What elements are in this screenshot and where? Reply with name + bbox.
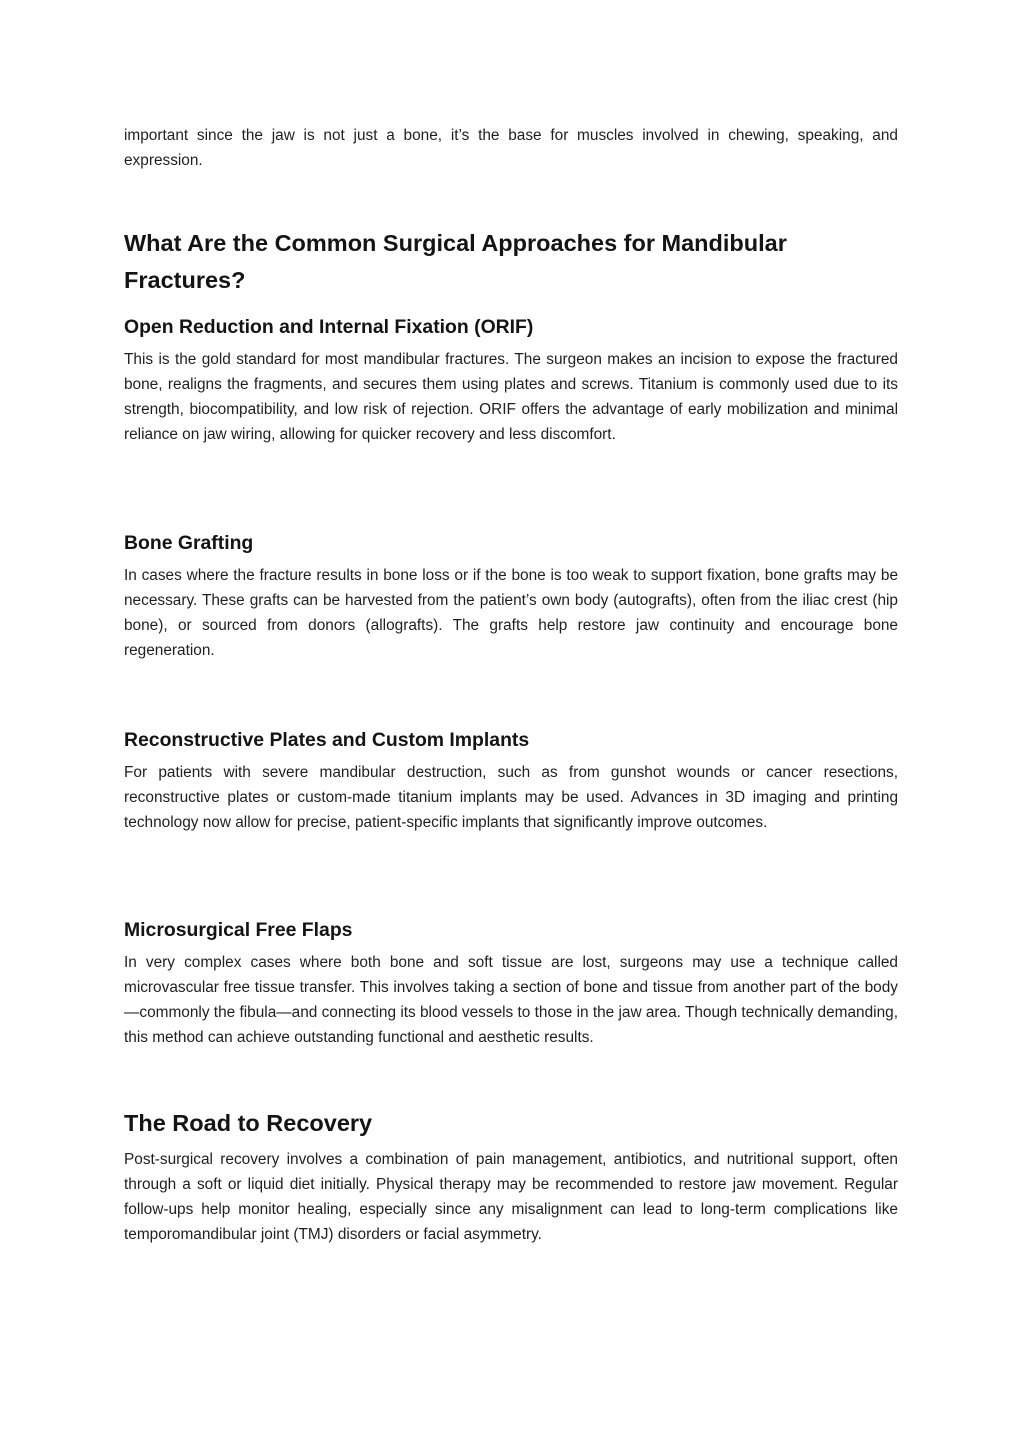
subheading-orif: Open Reduction and Internal Fixation (ORIF) (124, 316, 534, 338)
intro-paragraph: important since the jaw is not just a bone, it’s the base for muscles involved in chewing, speaking, and expression. (124, 127, 898, 169)
bone-grafting-subsection (124, 530, 898, 663)
subheading-bone-grafting: Bone Grafting (124, 532, 254, 554)
reconstructive-paragraph: For patients with severe mandibular destruction, such as from gunshot wounds or cancer resections, reconstructive plates or custom-made titanium implants may be used. Advances in 3D imaging and printing technology now allow for precise, patient-specific implants that significantly improve outcomes. (124, 764, 898, 831)
recovery-paragraph: Post-surgical recovery involves a combination of pain management, antibiotics, and nutritional support, often through a soft or liquid diet initially. Physical therapy may be recommended to restore jaw movement. Regular follow-ups help monitor healing, especially since any misalignment can lead to long-term complications like temporomandibular joint (TMJ) disorders or facial asymmetry. (124, 1151, 898, 1243)
subheading-free-flaps: Microsurgical Free Flaps (124, 919, 353, 941)
section-heading-approaches: What Are the Common Surgical Approaches for Mandibular Fractures? (124, 230, 787, 293)
reconstructive-subsection (124, 727, 898, 835)
bone-grafting-paragraph: In cases where the fracture results in bone loss or if the bone is too weak to support fixation, bone grafts may be necessary. These grafts can be harvested from the patient’s own body (autografts), often from the iliac crest (hip bone), or sourced from donors (allografts). The grafts help restore jaw continuity and encourage bone regeneration. (124, 567, 898, 659)
orif-subsection (124, 314, 898, 447)
approaches-section (124, 225, 898, 299)
intro-block (124, 123, 898, 173)
free-flaps-paragraph: In very complex cases where both bone and soft tissue are lost, surgeons may use a technique called microvascular free tissue transfer. This involves taking a section of bone and tissue from another part of the body—commonly the fibula—and connecting its blood vessels to those in the jaw area. Though technically demanding, this method can achieve outstanding functional and aesthetic results. (124, 954, 898, 1046)
free-flaps-subsection (124, 917, 898, 1050)
section-heading-recovery: The Road to Recovery (124, 1110, 373, 1136)
orif-paragraph: This is the gold standard for most mandibular fractures. The surgeon makes an incision to expose the fractured bone, realigns the fragments, and secures them using plates and screws. Titanium is commonly used due to its strength, biocompatibility, and low risk of rejection. ORIF offers the advantage of early mobilization and minimal reliance on jaw wiring, allowing for quicker recovery and less discomfort. (124, 351, 898, 443)
subheading-reconstructive: Reconstructive Plates and Custom Implants (124, 729, 530, 751)
recovery-section (124, 1105, 898, 1247)
